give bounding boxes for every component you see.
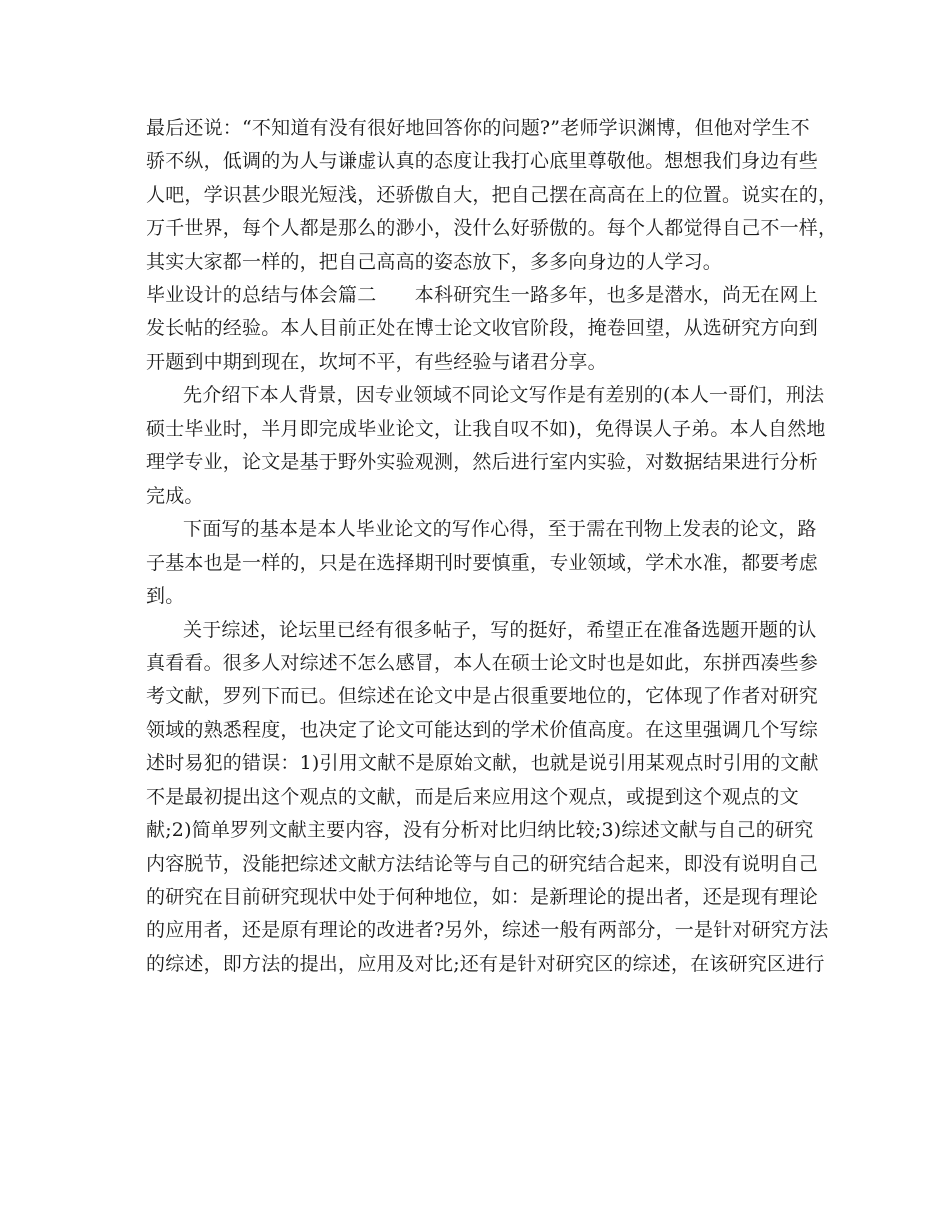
text-line: 内容脱节，没能把综述文献方法结论等与自己的研究结合起来，即没有说明自己	[146, 853, 819, 875]
text-line: 开题到中期到现在，坎坷不平，有些经验与诸君分享。	[146, 351, 607, 373]
text-line: 述时易犯的错误：1)引用文献不是原始文献，也就是说引用某观点时引用的文献	[146, 752, 819, 774]
text-line: 献;2)简单罗列文献主要内容，没有分析对比归纳比较;3)综述文献与自己的研究	[146, 819, 814, 841]
paragraph-first-line: 下面写的基本是本人毕业论文的写作心得，至于需在刊物上发表的论文，路	[183, 518, 817, 540]
paragraph-first-line: 先介绍下本人背景，因专业领域不同论文写作是有差别的(本人一哥们，刑法	[183, 384, 825, 406]
text-line: 最后还说：“不知道有没有很好地回答你的问题?”老师学识渊博，但他对学生不	[146, 117, 810, 139]
text-line: 人吧，学识甚少眼光短浅，还骄傲自大，把自己摆在高高在上的位置。说实在的，	[146, 184, 838, 206]
text-line: 硕士毕业时，半月即完成毕业论文，让我自叹不如)，免得误人子弟。本人自然地	[146, 418, 826, 440]
text-line: 的综述，即方法的提出，应用及对比;还有是针对研究区的综述，在该研究区进行	[146, 953, 825, 975]
text-line: 理学专业，论文是基于野外实验观测，然后进行室内实验，对数据结果进行分析	[146, 451, 819, 473]
text-line: 其实大家都一样的，把自己高高的姿态放下，多多向身边的人学习。	[146, 251, 723, 273]
text-line: 不是最初提出这个观点的文献，而是后来应用这个观点，或提到这个观点的文	[146, 786, 799, 808]
text-line: 的研究在目前研究现状中处于何种地位，如：是新理论的提出者，还是现有理论	[146, 886, 819, 908]
text-line: 子基本也是一样的，只是在选择期刊时要慎重，专业领域，学术水准，都要考虑	[146, 552, 819, 574]
paragraph-first-line: 关于综述，论坛里已经有很多帖子，写的挺好，希望正在准备选题开题的认	[183, 619, 817, 641]
text-line: 完成。	[146, 485, 204, 507]
text-line: 万千世界，每个人都是那么的渺小，没什么好骄傲的。每个人都觉得自己不一样，	[146, 217, 838, 239]
section-heading-line: 毕业设计的总结与体会篇二 本科研究生一路多年，也多是潜水，尚无在网上	[146, 284, 819, 306]
text-line: 领域的熟悉程度，也决定了论文可能达到的学术价值高度。在这里强调几个写综	[146, 719, 819, 741]
text-line: 的应用者，还是原有理论的改进者?另外，综述一般有两部分，一是针对研究方法	[146, 919, 829, 941]
text-line: 到。	[146, 585, 185, 607]
text-line: 考文献，罗列下而已。但综述在论文中是占很重要地位的，它体现了作者对研究	[146, 685, 819, 707]
text-line: 真看看。很多人对综述不怎么感冒，本人在硕士论文时也是如此，东拼西凑些参	[146, 652, 819, 674]
text-line: 发长帖的经验。本人目前正处在博士论文收官阶段，掩卷回望，从选研究方向到	[146, 317, 819, 339]
text-line: 骄不纵，低调的为人与谦虚认真的态度让我打心底里尊敬他。想想我们身边有些	[146, 150, 819, 172]
